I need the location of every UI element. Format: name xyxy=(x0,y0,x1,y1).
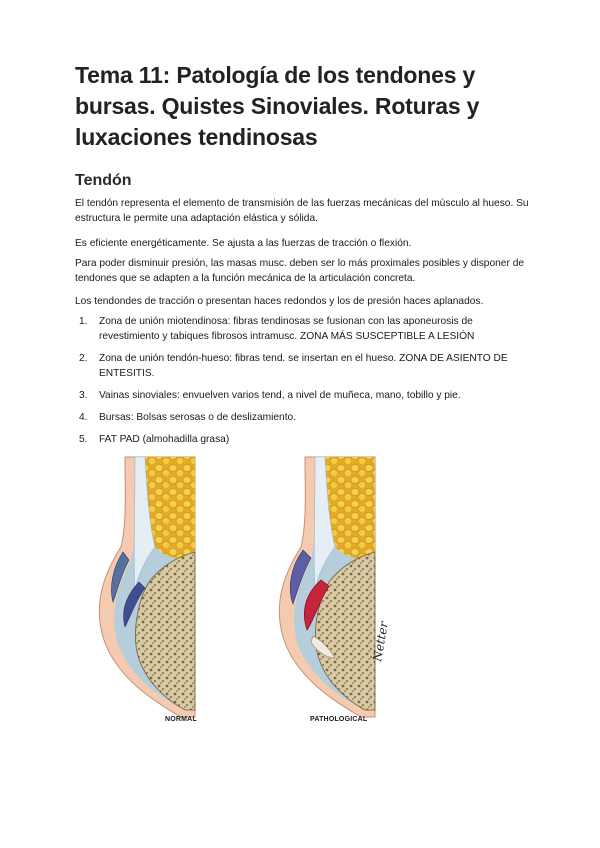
list-text: Bursas: Bolsas serosas o de deslizamiento. xyxy=(99,412,297,423)
section-heading: Tendón xyxy=(75,172,132,189)
list-number: 3. xyxy=(79,390,88,401)
list-item xyxy=(75,351,535,381)
page-title: Tema 11: Patología de los tendones y bursas. Quistes Sinoviales. Roturas y luxaciones tendinosas xyxy=(75,62,480,150)
paragraph-energy: Es eficiente energéticamente. Se ajusta a las fuerzas de tracción o flexión. xyxy=(75,238,412,249)
caption-normal: NORMAL xyxy=(165,716,197,723)
list-number: 4. xyxy=(79,412,88,423)
caption-pathological: PATHOLOGICAL xyxy=(310,716,368,723)
pathological-panel xyxy=(279,457,375,717)
list-item xyxy=(75,388,535,403)
paragraph-tendon-definition: El tendón representa el elemento de transmisión de las fuerzas mecánicas del músculo al hueso. Su estructura le permite una adaptación elástica y sólida. xyxy=(75,198,529,224)
list-item xyxy=(75,432,535,447)
list-item xyxy=(75,314,535,344)
paragraph-bundles: Los tendondes de tracción o presentan haces redondos y los de presión haces aplanados. xyxy=(75,296,484,307)
list-text: Zona de unión miotendinosa: fibras tendinosas se fusionan con las aponeurosis de revestimiento y tabiques fibrosos intramusc. ZONA MÁS SUSCEPTIBLE A LESIÓN xyxy=(99,316,475,342)
list-text: Zona de unión tendón-hueso: fibras tend. se insertan en el hueso. ZONA DE ASIENTO DE ENTESITIS. xyxy=(99,353,508,379)
list-text: FAT PAD (almohadilla grasa) xyxy=(99,434,230,445)
list-text: Vainas sinoviales: envuelven varios tend, a nivel de muñeca, mano, tobillo y pie. xyxy=(99,390,461,401)
list-number: 1. xyxy=(79,316,88,327)
paragraph-pressure: Para poder disminuir presión, las masas musc. deben ser lo más proximales posibles y disponer de tendones que se adapten a la función mecánica de la articulación concreta. xyxy=(75,258,525,284)
list-number: 5. xyxy=(79,434,88,445)
tendon-zones-list xyxy=(75,314,535,447)
tendon-bursa-illustration xyxy=(85,452,415,732)
list-item xyxy=(75,410,535,425)
normal-panel xyxy=(99,457,195,717)
list-number: 2. xyxy=(79,353,88,364)
signature-text: Netter xyxy=(370,620,391,663)
